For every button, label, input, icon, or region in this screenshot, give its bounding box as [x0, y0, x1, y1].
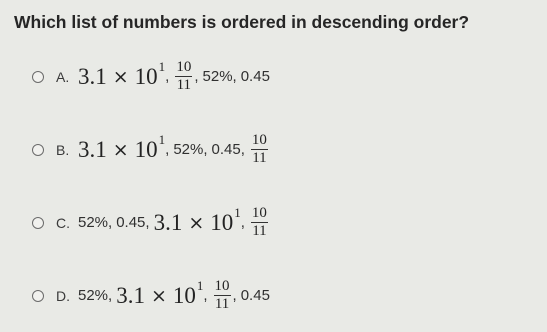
separator: ,	[240, 141, 245, 158]
separator: ,	[108, 287, 113, 304]
fraction: $\frac{10}{11}$	[214, 278, 230, 312]
option-c[interactable]	[32, 206, 270, 239]
decimal-value: 0.45	[240, 287, 270, 304]
percent-value: 52%	[78, 287, 109, 304]
scientific-number: 3.1 × 10 $^1$	[116, 277, 204, 308]
scientific-number: 3.1 × 10 $^1$	[78, 58, 166, 89]
radio-button-d[interactable]	[32, 290, 44, 302]
separator: ,	[165, 141, 170, 158]
radio-button-c[interactable]	[32, 217, 44, 229]
separator: ,	[194, 68, 199, 85]
scientific-number: 3.1 × 10 $^1$	[78, 131, 166, 162]
separator: ,	[240, 214, 245, 231]
option-a[interactable]	[32, 60, 270, 93]
option-sequence	[78, 279, 270, 312]
option-letter: C.	[56, 214, 70, 231]
fraction: $\frac{10}{11}$	[251, 132, 267, 166]
separator: ,	[232, 287, 237, 304]
decimal-value: 0.45	[116, 214, 146, 231]
option-sequence	[78, 206, 270, 239]
option-letter: B.	[56, 141, 70, 158]
separator: ,	[232, 68, 237, 85]
option-sequence	[78, 133, 270, 166]
decimal-value: 0.45	[211, 141, 241, 158]
percent-value: 52%	[202, 68, 233, 85]
separator: ,	[108, 214, 113, 231]
radio-button-a[interactable]	[32, 71, 44, 83]
question-text: Which list of numbers is ordered in descending order?	[14, 12, 470, 32]
percent-value: 52%	[173, 141, 204, 158]
separator: ,	[145, 214, 150, 231]
percent-value: 52%	[78, 214, 109, 231]
fraction: $\frac{10}{11}$	[251, 205, 267, 239]
radio-button-b[interactable]	[32, 144, 44, 156]
option-sequence	[78, 60, 270, 93]
option-letter: D.	[56, 287, 70, 304]
decimal-value: 0.45	[240, 68, 270, 85]
option-b[interactable]	[32, 133, 270, 166]
separator: ,	[203, 141, 208, 158]
separator: ,	[203, 287, 208, 304]
fraction: $\frac{10}{11}$	[176, 59, 192, 93]
option-letter: A.	[56, 68, 70, 85]
option-d[interactable]	[32, 279, 270, 312]
scientific-number: 3.1 × 10 $^1$	[153, 204, 241, 235]
separator: ,	[165, 68, 170, 85]
